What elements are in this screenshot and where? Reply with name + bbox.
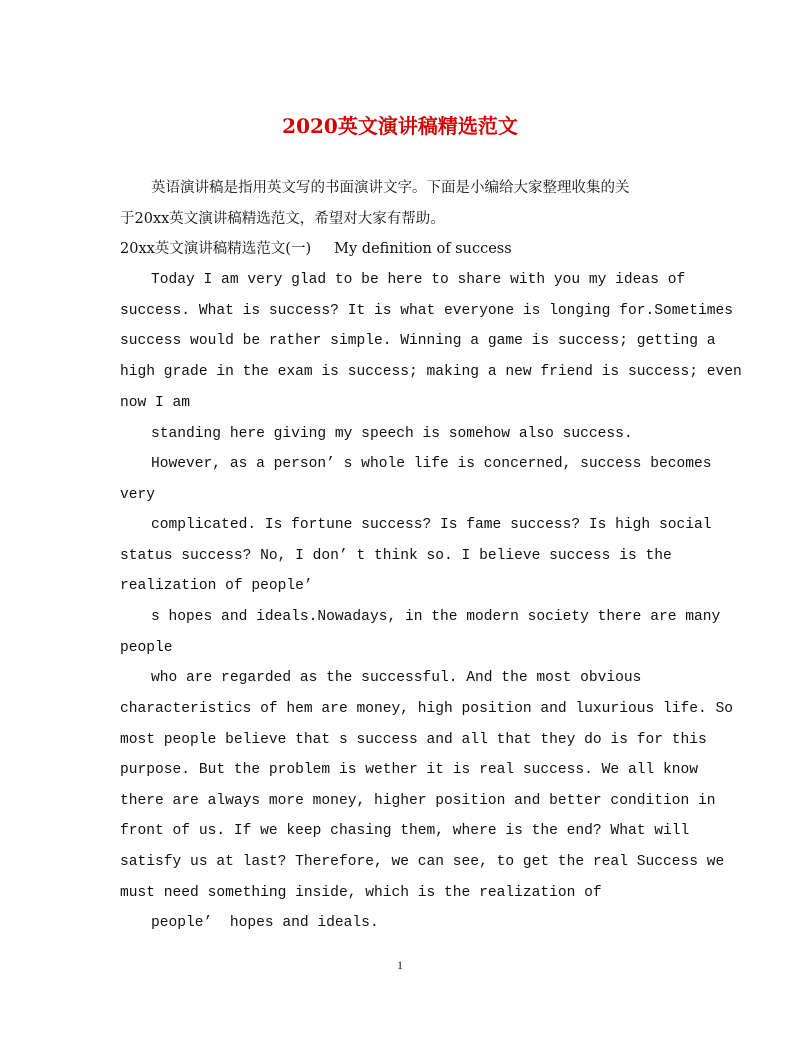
body-line: high grade in the exam is success; making a new friend is success; even	[120, 364, 742, 380]
page-number: 1	[397, 958, 403, 972]
section-heading: 20xx英文演讲稿精选范文(一) My definition of success	[120, 241, 512, 257]
body-line: satisfy us at last? Therefore, we can see, to get the real Success we	[120, 854, 725, 870]
body-line: Today I am very glad to be here to share with you my ideas of	[151, 272, 686, 288]
body-line: who are regarded as the successful. And the most obvious	[151, 670, 642, 686]
body-line: very	[120, 487, 156, 503]
body-line: people’ hopes and ideals.	[151, 915, 379, 931]
body-line: success. What is success? It is what everyone is longing for.Sometimes	[120, 303, 734, 319]
document-title: 2020英文演讲稿精选范文	[282, 114, 518, 138]
body-line: complicated. Is fortune success? Is fame success? Is high social	[151, 517, 712, 533]
body-line: now I am	[120, 395, 191, 411]
body-line: there are always more money, higher position and better condition in	[120, 793, 716, 809]
body-line: standing here giving my speech is somehow also success.	[151, 426, 633, 442]
intro-line: 英语演讲稿是指用英文写的书面演讲文字。下面是小编给大家整理收集的关	[151, 180, 630, 196]
body-line: characteristics of hem are money, high position and luxurious life. So	[120, 701, 734, 717]
intro-line: 于20xx英文演讲稿精选范文，希望对大家有帮助。	[120, 211, 445, 227]
body-line: people	[120, 640, 173, 656]
body-line: realization of people’	[120, 578, 313, 594]
body-line: front of us. If we keep chasing them, where is the end? What will	[120, 823, 690, 839]
body-line: success would be rather simple. Winning a game is success; getting a	[120, 333, 716, 349]
body-line: However, as a person’ s whole life is concerned, success becomes	[151, 456, 712, 472]
body-line: purpose. But the problem is wether it is real success. We all know	[120, 762, 699, 778]
body-line: most people believe that s success and all that they do is for this	[120, 732, 707, 748]
body-line: s hopes and ideals.Nowadays, in the modern society there are many	[151, 609, 721, 625]
body-line: status success? No, I don’ t think so. I believe success is the	[120, 548, 672, 564]
body-line: must need something inside, which is the realization of	[120, 885, 602, 901]
